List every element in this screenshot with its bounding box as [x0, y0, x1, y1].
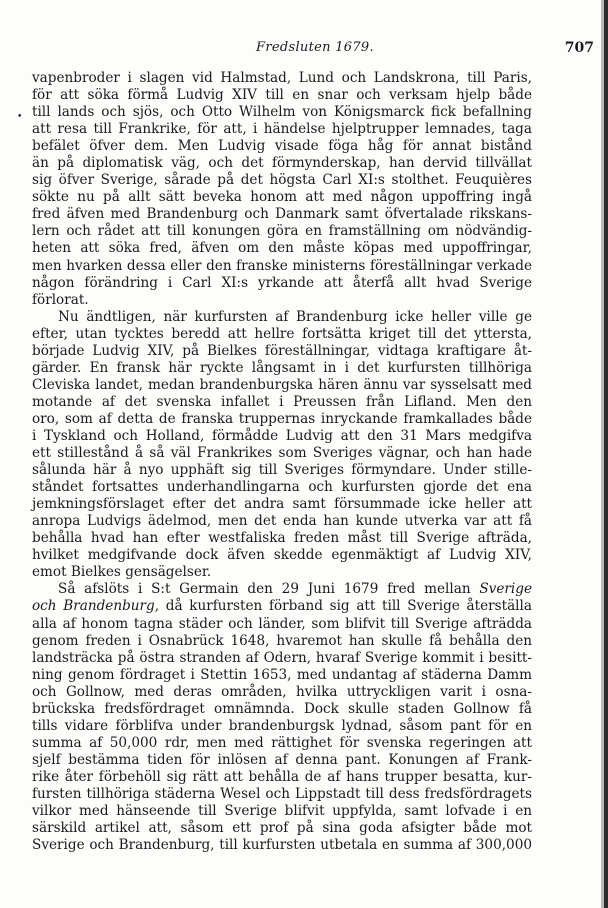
text-line: vapenbroder i slagen vid Halmstad, Lund och Landskrona, till Paris, [32, 70, 532, 86]
text-line: behålla hvad han efter westfaliska freden måst till Sverige afträda, [32, 530, 532, 547]
body-text [32, 70, 532, 854]
text-line: oro, som af detta de franska truppernas inryckande framkallades både [32, 410, 532, 427]
text-line: Cleviska landet, medan brandenburgska hären ännu var sysselsatt med [32, 376, 532, 393]
text-line: lern och rådet att till konungen göra en framställning om nödvändig- [32, 223, 532, 240]
text-line: och Gollnow, med deras områden, hvilka uttryckligen varit i osna- [32, 683, 532, 700]
page-number: 707 [564, 40, 594, 56]
text-line: brückska fredsfördraget omnämnda. Dock skulle staden Gollnow få [32, 700, 532, 717]
text-line: Nu ändtligen, när kurfursten af Brandenburg icke heller ville ge [58, 308, 532, 325]
text-line: heten att söka fred, äfven om den måste köpas med uppoffringar, [32, 240, 532, 257]
text-line: ning genom fördraget i Stettin 1653, med undantag af städerna Damm [32, 666, 532, 683]
text-line: för att söka förmå Ludvig XIV till en snar och verksam hjelp både [32, 87, 532, 104]
text-line: landsträcka på östra stranden af Odern, hvaraf Sverige kommit i besitt- [32, 649, 532, 666]
text-line: någon förändring i Carl XI:s yrkande att återfå allt hvad Sverige [32, 274, 532, 291]
text-line: fred äfven med Brandenburg och Danmark samt öfvertalade rikskans- [32, 206, 532, 223]
text-line: sökte nu på allt sätt beveka honom att med någon uppoffring ingå [32, 189, 532, 206]
text-line: började Ludvig XIV, på Bielkes föreställningar, vidtaga kraftigare åt- [32, 342, 532, 359]
text-line: motande af det svenska infallet i Preussen från Lifland. Men den [32, 393, 532, 410]
running-title: Fredsluten 1679. [256, 40, 374, 55]
text-line: efter, utan tycktes beredd att hellre fortsätta kriget till det yttersta, [32, 325, 532, 342]
margin-mark: • [17, 112, 23, 122]
text-line: hvilket medgifvande dock äfven skedde egenmäktigt af Ludvig XIV, [32, 547, 532, 564]
page-header [36, 40, 594, 62]
text-line: alla af honom tagna städer och länder, som blifvit till Sverige afträdda [32, 615, 532, 632]
text-line: genom freden i Osnabrück 1648, hvaremot han skulle få behålla den [32, 632, 532, 649]
text-line: än på diplomatisk väg, och det förmynderskap, han dervid tillvällat [32, 155, 532, 172]
text-line: anropa Ludvigs ädelmod, men det enda han kunde utverka var att få [32, 513, 532, 530]
text-line: Så afslöts i S:t Germain den 29 Juni 1679 fred mellan Sverige [58, 581, 532, 598]
text-line: befälet öfver dem. Men Ludvig visade föga håg för annat bistånd [32, 138, 532, 155]
text-line: rike åter förbehöll sig rätt att behålla de af hans trupper besatta, kur- [32, 768, 532, 785]
text-line: i Tyskland och Holland, förmådde Ludvig att den 31 Mars medgifva [32, 427, 532, 444]
text-line: jemkningsförslaget efter det andra samt försummade icke heller att [32, 496, 532, 513]
text-line: och Brandenburg, då kurfursten förband sig att till Sverige återställa [32, 598, 532, 615]
text-line: sig öfver Sverige, sårade på det högsta Carl XI:s stolthet. Feuquières [32, 172, 532, 189]
text-line: att resa till Frankrike, för att, i händelse hjelptrupper lemnades, taga [32, 121, 532, 138]
text-line: sjelf bestämma tiden för inlösen af denna pant. Konungen af Frank- [32, 751, 532, 768]
text-line: Sverige och Brandenburg, till kurfursten utbetala en summa af 300,000 [32, 837, 532, 854]
page-edge [604, 0, 608, 908]
text-line: förlorat. [32, 291, 89, 308]
text-line: tills vidare förblifva under brandenburgsk lydnad, såsom pant för en [32, 717, 532, 734]
text-line: vilkor med hänseende till Sverige blifvit uppfylda, samt lofvade i en [32, 803, 532, 820]
text-line: summa af 50,000 rdr, men med rättighet för svenska regeringen att [32, 734, 532, 751]
text-line: särskild artikel att, såsom ett prof på sina goda afsigter både mot [32, 820, 532, 837]
text-line: sålunda här å nyo upphäft sig till Sveriges förmyndare. Under stille- [32, 462, 532, 479]
text-line: ståndet fortsattes underhandlingarna och kurfursten gjorde det ena [32, 479, 532, 496]
text-line: fursten tillhöriga städerna Wesel och Lippstadt till dess fredsfördragets [32, 785, 532, 802]
text-line: emot Bielkes gensägelser. [32, 564, 212, 581]
text-line: till lands och sjös, och Otto Wilhelm von Königsmarck fick befallning [32, 104, 532, 121]
text-line: gärder. En fransk här ryckte långsamt in i det kurfursten tillhöriga [32, 359, 532, 376]
text-line: ett stillestånd å så väl Frankrikes som Sveriges vägnar, och han hade [32, 445, 532, 462]
text-line: men hvarken dessa eller den franske ministerns föreställningar verkade [32, 257, 532, 274]
